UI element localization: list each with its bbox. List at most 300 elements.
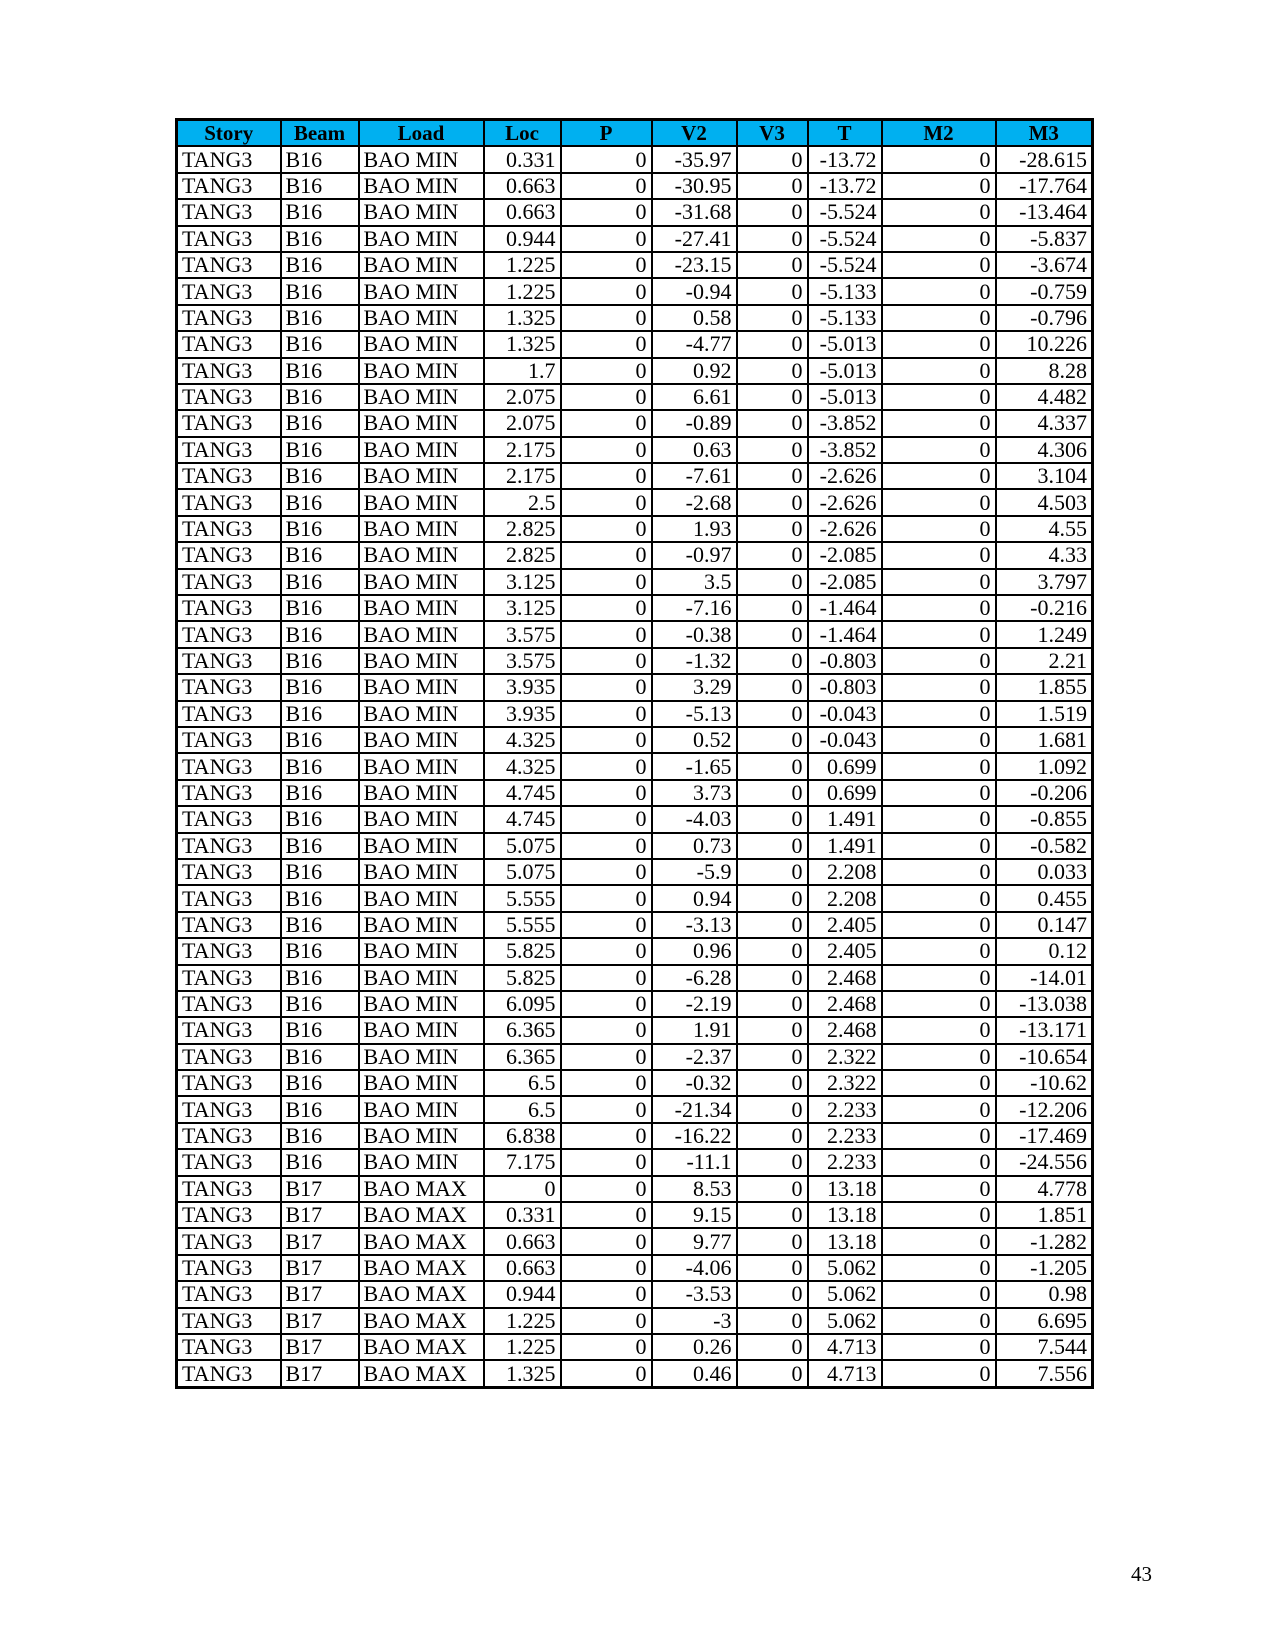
cell-loc: 5.075 bbox=[484, 859, 561, 885]
cell-m2: 0 bbox=[882, 252, 996, 278]
cell-p: 0 bbox=[561, 1044, 652, 1070]
cell-t: -2.626 bbox=[808, 489, 882, 515]
cell-m2: 0 bbox=[882, 1334, 996, 1360]
cell-m3: -13.464 bbox=[996, 199, 1093, 225]
cell-m2: 0 bbox=[882, 1096, 996, 1122]
cell-loc: 0.663 bbox=[484, 1228, 561, 1254]
cell-m2: 0 bbox=[882, 358, 996, 384]
cell-m3: -28.615 bbox=[996, 146, 1093, 172]
table-row bbox=[177, 1334, 1093, 1360]
cell-v3: 0 bbox=[737, 833, 808, 859]
cell-p: 0 bbox=[561, 463, 652, 489]
cell-p: 0 bbox=[561, 173, 652, 199]
cell-beam: B16 bbox=[281, 674, 359, 700]
cell-story: TANG3 bbox=[177, 965, 281, 991]
cell-loc: 5.075 bbox=[484, 833, 561, 859]
cell-v2: -7.16 bbox=[652, 595, 737, 621]
cell-loc: 1.7 bbox=[484, 358, 561, 384]
cell-m2: 0 bbox=[882, 1228, 996, 1254]
cell-load: BAO MIN bbox=[359, 489, 484, 515]
cell-load: BAO MIN bbox=[359, 806, 484, 832]
cell-p: 0 bbox=[561, 1360, 652, 1387]
cell-m3: 10.226 bbox=[996, 331, 1093, 357]
cell-loc: 3.125 bbox=[484, 595, 561, 621]
table-row bbox=[177, 569, 1093, 595]
cell-v3: 0 bbox=[737, 1123, 808, 1149]
table-row bbox=[177, 1202, 1093, 1228]
cell-t: 13.18 bbox=[808, 1176, 882, 1202]
cell-t: -2.085 bbox=[808, 569, 882, 595]
table-row bbox=[177, 991, 1093, 1017]
cell-m3: -0.759 bbox=[996, 278, 1093, 304]
cell-loc: 0.331 bbox=[484, 146, 561, 172]
cell-m3: -13.171 bbox=[996, 1017, 1093, 1043]
cell-v3: 0 bbox=[737, 1334, 808, 1360]
cell-v3: 0 bbox=[737, 648, 808, 674]
cell-v2: -30.95 bbox=[652, 173, 737, 199]
cell-m3: -17.764 bbox=[996, 173, 1093, 199]
cell-v3: 0 bbox=[737, 1228, 808, 1254]
cell-m3: 4.503 bbox=[996, 489, 1093, 515]
cell-load: BAO MIN bbox=[359, 384, 484, 410]
cell-load: BAO MIN bbox=[359, 753, 484, 779]
table-row bbox=[177, 489, 1093, 515]
cell-beam: B16 bbox=[281, 569, 359, 595]
cell-load: BAO MIN bbox=[359, 701, 484, 727]
cell-load: BAO MAX bbox=[359, 1176, 484, 1202]
cell-v3: 0 bbox=[737, 991, 808, 1017]
cell-story: TANG3 bbox=[177, 358, 281, 384]
cell-v3: 0 bbox=[737, 780, 808, 806]
cell-beam: B16 bbox=[281, 1123, 359, 1149]
table-row bbox=[177, 833, 1093, 859]
cell-load: BAO MAX bbox=[359, 1202, 484, 1228]
cell-load: BAO MIN bbox=[359, 674, 484, 700]
cell-v3: 0 bbox=[737, 885, 808, 911]
cell-story: TANG3 bbox=[177, 938, 281, 964]
cell-t: -5.524 bbox=[808, 199, 882, 225]
cell-story: TANG3 bbox=[177, 833, 281, 859]
cell-v2: 1.91 bbox=[652, 1017, 737, 1043]
cell-v3: 0 bbox=[737, 1070, 808, 1096]
cell-loc: 0.663 bbox=[484, 1255, 561, 1281]
cell-m2: 0 bbox=[882, 1360, 996, 1387]
cell-load: BAO MIN bbox=[359, 437, 484, 463]
cell-load: BAO MIN bbox=[359, 199, 484, 225]
cell-story: TANG3 bbox=[177, 1070, 281, 1096]
cell-v2: 0.63 bbox=[652, 437, 737, 463]
cell-p: 0 bbox=[561, 1308, 652, 1334]
cell-v2: -0.94 bbox=[652, 278, 737, 304]
cell-beam: B16 bbox=[281, 885, 359, 911]
cell-v2: -27.41 bbox=[652, 226, 737, 252]
cell-p: 0 bbox=[561, 410, 652, 436]
cell-m2: 0 bbox=[882, 780, 996, 806]
cell-m2: 0 bbox=[882, 331, 996, 357]
cell-p: 0 bbox=[561, 1281, 652, 1307]
column-header-m3: M3 bbox=[996, 120, 1093, 147]
cell-story: TANG3 bbox=[177, 648, 281, 674]
cell-story: TANG3 bbox=[177, 410, 281, 436]
cell-beam: B16 bbox=[281, 806, 359, 832]
cell-m2: 0 bbox=[882, 542, 996, 568]
cell-load: BAO MIN bbox=[359, 1017, 484, 1043]
cell-loc: 2.175 bbox=[484, 463, 561, 489]
cell-p: 0 bbox=[561, 727, 652, 753]
cell-story: TANG3 bbox=[177, 1228, 281, 1254]
cell-story: TANG3 bbox=[177, 516, 281, 542]
cell-p: 0 bbox=[561, 648, 652, 674]
table-row bbox=[177, 173, 1093, 199]
cell-m2: 0 bbox=[882, 1149, 996, 1175]
cell-v3: 0 bbox=[737, 1096, 808, 1122]
cell-m3: -10.654 bbox=[996, 1044, 1093, 1070]
cell-m3: 1.681 bbox=[996, 727, 1093, 753]
cell-m2: 0 bbox=[882, 1070, 996, 1096]
table-row bbox=[177, 674, 1093, 700]
cell-load: BAO MIN bbox=[359, 621, 484, 647]
cell-t: 4.713 bbox=[808, 1360, 882, 1387]
table-row bbox=[177, 305, 1093, 331]
cell-m2: 0 bbox=[882, 1123, 996, 1149]
cell-t: -5.013 bbox=[808, 358, 882, 384]
cell-load: BAO MIN bbox=[359, 463, 484, 489]
cell-p: 0 bbox=[561, 516, 652, 542]
cell-m3: 8.28 bbox=[996, 358, 1093, 384]
cell-t: -2.626 bbox=[808, 463, 882, 489]
cell-loc: 0.944 bbox=[484, 226, 561, 252]
cell-loc: 3.935 bbox=[484, 674, 561, 700]
table-row bbox=[177, 410, 1093, 436]
cell-v3: 0 bbox=[737, 701, 808, 727]
table-row bbox=[177, 1070, 1093, 1096]
cell-v3: 0 bbox=[737, 410, 808, 436]
cell-m3: -17.469 bbox=[996, 1123, 1093, 1149]
cell-loc: 5.825 bbox=[484, 965, 561, 991]
cell-loc: 3.575 bbox=[484, 648, 561, 674]
cell-t: -2.085 bbox=[808, 542, 882, 568]
cell-t: 1.491 bbox=[808, 833, 882, 859]
table-row bbox=[177, 358, 1093, 384]
cell-beam: B16 bbox=[281, 252, 359, 278]
cell-story: TANG3 bbox=[177, 991, 281, 1017]
cell-story: TANG3 bbox=[177, 305, 281, 331]
table-row bbox=[177, 1017, 1093, 1043]
cell-loc: 7.175 bbox=[484, 1149, 561, 1175]
cell-story: TANG3 bbox=[177, 1176, 281, 1202]
cell-load: BAO MIN bbox=[359, 991, 484, 1017]
cell-story: TANG3 bbox=[177, 1281, 281, 1307]
cell-load: BAO MIN bbox=[359, 410, 484, 436]
cell-story: TANG3 bbox=[177, 278, 281, 304]
table-row bbox=[177, 621, 1093, 647]
cell-p: 0 bbox=[561, 1255, 652, 1281]
cell-t: -13.72 bbox=[808, 173, 882, 199]
cell-loc: 2.825 bbox=[484, 516, 561, 542]
cell-v3: 0 bbox=[737, 727, 808, 753]
cell-m3: 0.12 bbox=[996, 938, 1093, 964]
cell-m2: 0 bbox=[882, 938, 996, 964]
cell-beam: B16 bbox=[281, 199, 359, 225]
cell-m3: 0.033 bbox=[996, 859, 1093, 885]
cell-t: -5.013 bbox=[808, 331, 882, 357]
cell-p: 0 bbox=[561, 885, 652, 911]
cell-m2: 0 bbox=[882, 727, 996, 753]
table-row bbox=[177, 648, 1093, 674]
cell-beam: B16 bbox=[281, 437, 359, 463]
table-row bbox=[177, 1149, 1093, 1175]
cell-m3: 3.104 bbox=[996, 463, 1093, 489]
cell-t: -3.852 bbox=[808, 410, 882, 436]
cell-v3: 0 bbox=[737, 1017, 808, 1043]
cell-load: BAO MIN bbox=[359, 542, 484, 568]
cell-beam: B16 bbox=[281, 146, 359, 172]
cell-story: TANG3 bbox=[177, 595, 281, 621]
cell-beam: B16 bbox=[281, 1017, 359, 1043]
cell-load: BAO MIN bbox=[359, 1044, 484, 1070]
cell-v3: 0 bbox=[737, 1360, 808, 1387]
cell-m3: 0.147 bbox=[996, 912, 1093, 938]
cell-m3: 0.455 bbox=[996, 885, 1093, 911]
cell-loc: 0.663 bbox=[484, 173, 561, 199]
cell-load: BAO MIN bbox=[359, 1149, 484, 1175]
cell-m3: -0.855 bbox=[996, 806, 1093, 832]
beam-forces-table bbox=[175, 118, 1094, 1389]
cell-v2: -7.61 bbox=[652, 463, 737, 489]
cell-t: 2.233 bbox=[808, 1149, 882, 1175]
cell-beam: B16 bbox=[281, 701, 359, 727]
cell-load: BAO MIN bbox=[359, 1123, 484, 1149]
cell-load: BAO MIN bbox=[359, 1070, 484, 1096]
cell-m3: 1.855 bbox=[996, 674, 1093, 700]
cell-v3: 0 bbox=[737, 146, 808, 172]
cell-loc: 0.331 bbox=[484, 1202, 561, 1228]
cell-m2: 0 bbox=[882, 410, 996, 436]
cell-m2: 0 bbox=[882, 1044, 996, 1070]
cell-m3: 6.695 bbox=[996, 1308, 1093, 1334]
cell-m3: -3.674 bbox=[996, 252, 1093, 278]
table-row bbox=[177, 1255, 1093, 1281]
cell-m2: 0 bbox=[882, 1017, 996, 1043]
cell-m2: 0 bbox=[882, 885, 996, 911]
cell-t: 5.062 bbox=[808, 1308, 882, 1334]
cell-loc: 0 bbox=[484, 1176, 561, 1202]
cell-beam: B17 bbox=[281, 1360, 359, 1387]
cell-load: BAO MIN bbox=[359, 146, 484, 172]
cell-story: TANG3 bbox=[177, 912, 281, 938]
cell-load: BAO MAX bbox=[359, 1281, 484, 1307]
cell-v3: 0 bbox=[737, 938, 808, 964]
cell-load: BAO MIN bbox=[359, 595, 484, 621]
cell-beam: B16 bbox=[281, 621, 359, 647]
cell-v2: -0.97 bbox=[652, 542, 737, 568]
cell-beam: B17 bbox=[281, 1255, 359, 1281]
cell-load: BAO MIN bbox=[359, 226, 484, 252]
table-row bbox=[177, 1360, 1093, 1387]
cell-v3: 0 bbox=[737, 674, 808, 700]
cell-loc: 6.365 bbox=[484, 1017, 561, 1043]
cell-v2: -35.97 bbox=[652, 146, 737, 172]
cell-v3: 0 bbox=[737, 595, 808, 621]
cell-p: 0 bbox=[561, 226, 652, 252]
cell-m3: -0.206 bbox=[996, 780, 1093, 806]
cell-m2: 0 bbox=[882, 991, 996, 1017]
cell-story: TANG3 bbox=[177, 885, 281, 911]
cell-load: BAO MIN bbox=[359, 859, 484, 885]
table-row bbox=[177, 780, 1093, 806]
cell-load: BAO MIN bbox=[359, 780, 484, 806]
cell-t: -0.803 bbox=[808, 674, 882, 700]
cell-t: -5.133 bbox=[808, 278, 882, 304]
cell-m3: 4.778 bbox=[996, 1176, 1093, 1202]
cell-v2: -5.9 bbox=[652, 859, 737, 885]
cell-story: TANG3 bbox=[177, 226, 281, 252]
cell-v3: 0 bbox=[737, 1176, 808, 1202]
cell-m2: 0 bbox=[882, 833, 996, 859]
cell-t: -3.852 bbox=[808, 437, 882, 463]
cell-t: -5.524 bbox=[808, 226, 882, 252]
table-row bbox=[177, 437, 1093, 463]
cell-v2: -4.06 bbox=[652, 1255, 737, 1281]
table-row bbox=[177, 859, 1093, 885]
cell-v3: 0 bbox=[737, 1149, 808, 1175]
cell-m3: -0.796 bbox=[996, 305, 1093, 331]
cell-v2: -11.1 bbox=[652, 1149, 737, 1175]
cell-story: TANG3 bbox=[177, 1334, 281, 1360]
cell-v3: 0 bbox=[737, 1255, 808, 1281]
table-header bbox=[177, 120, 1093, 147]
cell-v3: 0 bbox=[737, 463, 808, 489]
cell-p: 0 bbox=[561, 331, 652, 357]
cell-p: 0 bbox=[561, 278, 652, 304]
cell-v3: 0 bbox=[737, 516, 808, 542]
cell-m3: -0.216 bbox=[996, 595, 1093, 621]
cell-beam: B16 bbox=[281, 1044, 359, 1070]
cell-m3: -5.837 bbox=[996, 226, 1093, 252]
cell-beam: B16 bbox=[281, 358, 359, 384]
cell-t: 2.208 bbox=[808, 885, 882, 911]
cell-v3: 0 bbox=[737, 621, 808, 647]
cell-load: BAO MIN bbox=[359, 173, 484, 199]
cell-p: 0 bbox=[561, 569, 652, 595]
cell-p: 0 bbox=[561, 1149, 652, 1175]
cell-load: BAO MIN bbox=[359, 358, 484, 384]
cell-beam: B16 bbox=[281, 226, 359, 252]
cell-story: TANG3 bbox=[177, 173, 281, 199]
cell-p: 0 bbox=[561, 1202, 652, 1228]
cell-loc: 4.745 bbox=[484, 806, 561, 832]
cell-v3: 0 bbox=[737, 753, 808, 779]
cell-t: 13.18 bbox=[808, 1202, 882, 1228]
cell-beam: B16 bbox=[281, 1149, 359, 1175]
cell-m3: -10.62 bbox=[996, 1070, 1093, 1096]
column-header-story: Story bbox=[177, 120, 281, 147]
cell-p: 0 bbox=[561, 1334, 652, 1360]
table-row bbox=[177, 1096, 1093, 1122]
table-row bbox=[177, 384, 1093, 410]
cell-t: -5.524 bbox=[808, 252, 882, 278]
cell-m3: -12.206 bbox=[996, 1096, 1093, 1122]
cell-v2: 0.58 bbox=[652, 305, 737, 331]
cell-v2: 0.92 bbox=[652, 358, 737, 384]
cell-t: -0.043 bbox=[808, 727, 882, 753]
cell-beam: B16 bbox=[281, 912, 359, 938]
table-row bbox=[177, 965, 1093, 991]
cell-v3: 0 bbox=[737, 252, 808, 278]
cell-p: 0 bbox=[561, 1070, 652, 1096]
cell-m2: 0 bbox=[882, 859, 996, 885]
cell-m2: 0 bbox=[882, 648, 996, 674]
cell-story: TANG3 bbox=[177, 780, 281, 806]
cell-m2: 0 bbox=[882, 753, 996, 779]
header-row bbox=[177, 120, 1093, 147]
cell-p: 0 bbox=[561, 701, 652, 727]
cell-v2: 9.77 bbox=[652, 1228, 737, 1254]
cell-v2: -3.13 bbox=[652, 912, 737, 938]
cell-loc: 1.325 bbox=[484, 1360, 561, 1387]
cell-beam: B16 bbox=[281, 965, 359, 991]
cell-p: 0 bbox=[561, 199, 652, 225]
cell-beam: B16 bbox=[281, 1070, 359, 1096]
cell-t: 2.208 bbox=[808, 859, 882, 885]
cell-story: TANG3 bbox=[177, 252, 281, 278]
table-row bbox=[177, 252, 1093, 278]
cell-story: TANG3 bbox=[177, 384, 281, 410]
column-header-beam: Beam bbox=[281, 120, 359, 147]
cell-v2: 3.29 bbox=[652, 674, 737, 700]
cell-m3: 3.797 bbox=[996, 569, 1093, 595]
cell-p: 0 bbox=[561, 358, 652, 384]
table-row bbox=[177, 595, 1093, 621]
cell-v2: -6.28 bbox=[652, 965, 737, 991]
cell-loc: 4.325 bbox=[484, 727, 561, 753]
cell-v2: -4.77 bbox=[652, 331, 737, 357]
table-row bbox=[177, 885, 1093, 911]
cell-story: TANG3 bbox=[177, 701, 281, 727]
table-row bbox=[177, 1044, 1093, 1070]
cell-v2: -1.65 bbox=[652, 753, 737, 779]
cell-story: TANG3 bbox=[177, 1360, 281, 1387]
cell-story: TANG3 bbox=[177, 569, 281, 595]
cell-p: 0 bbox=[561, 1228, 652, 1254]
cell-t: 2.468 bbox=[808, 1017, 882, 1043]
cell-p: 0 bbox=[561, 252, 652, 278]
cell-v2: -5.13 bbox=[652, 701, 737, 727]
cell-m2: 0 bbox=[882, 595, 996, 621]
cell-p: 0 bbox=[561, 489, 652, 515]
cell-loc: 3.935 bbox=[484, 701, 561, 727]
cell-m3: 4.482 bbox=[996, 384, 1093, 410]
cell-m2: 0 bbox=[882, 489, 996, 515]
cell-p: 0 bbox=[561, 542, 652, 568]
cell-v3: 0 bbox=[737, 226, 808, 252]
cell-m2: 0 bbox=[882, 569, 996, 595]
cell-m2: 0 bbox=[882, 516, 996, 542]
cell-v3: 0 bbox=[737, 358, 808, 384]
cell-p: 0 bbox=[561, 991, 652, 1017]
cell-v3: 0 bbox=[737, 806, 808, 832]
cell-v3: 0 bbox=[737, 489, 808, 515]
cell-load: BAO MAX bbox=[359, 1308, 484, 1334]
cell-beam: B16 bbox=[281, 859, 359, 885]
cell-v3: 0 bbox=[737, 278, 808, 304]
cell-beam: B17 bbox=[281, 1176, 359, 1202]
cell-beam: B17 bbox=[281, 1202, 359, 1228]
cell-m3: -14.01 bbox=[996, 965, 1093, 991]
cell-v3: 0 bbox=[737, 1202, 808, 1228]
cell-m3: 4.33 bbox=[996, 542, 1093, 568]
cell-m3: 1.249 bbox=[996, 621, 1093, 647]
